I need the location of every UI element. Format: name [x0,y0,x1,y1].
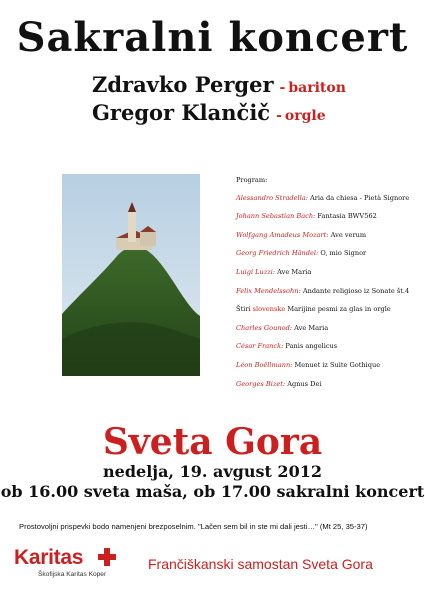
program-heading: Program: [236,176,268,184]
program-list [236,177,421,399]
composer: slovenske [252,305,286,314]
work: Menuet iz Suite Gothique [292,360,381,369]
venue-title: Sveta Gora [102,421,323,463]
program-item [236,250,421,269]
composer: Luigi Luzzi: [236,267,276,276]
event-time: ob 16.00 sveta maša, ob 17.00 sakralni koncert [0,482,425,501]
composer: Felix Mendelssohn: [236,286,301,295]
work: Aria da chiesa - Pietà Signore [307,193,410,202]
cross-icon [98,548,116,566]
logo-word: Karitas [14,546,84,569]
work: Fantasia BWV562 [315,212,377,221]
program-item [236,269,421,288]
performer-role: orgle [284,108,326,124]
work: Marijine pesmi za glas in orgle [285,305,391,314]
performer-name: Zdravko Perger [92,72,274,97]
work: Andante religioso iz Sonate št.4 [300,286,410,295]
composer: Wolfgang Amadeus Mozart: [236,230,329,239]
composer: César Franck: [236,342,284,351]
donation-note: Prostovoljni prispevki bodo namenjeni brezposelnim. "Lačen sem bil in ste mi dali jesti…" (Mt 25, 35-37) [19,522,368,531]
work: O, mio Signor [318,249,367,258]
program-item [236,213,421,232]
performer-organ [92,100,326,125]
work: Panis angelicus [283,342,338,351]
organizer-name: Frančiškanski samostan Sveta Gora [148,556,373,572]
composer: Johann Sebastian Bach: [236,212,316,221]
work: Agnus Dei [285,379,322,388]
program-item [236,195,421,214]
poster-title: Sakralni koncert [16,14,409,61]
dash-separator: - [276,108,282,124]
karitas-logo [14,546,124,586]
program-item [236,362,421,381]
work-prefix: Štiri [236,305,253,314]
composer: Léon Boëllmann: [236,360,293,369]
program-item [236,325,421,344]
logo-subtitle: Škofijska Karitas Koper [38,571,107,578]
program-item [236,306,421,325]
church-hill-photo [62,174,200,376]
performer-role: bariton [288,80,346,96]
program-item [236,343,421,362]
program-item [236,232,421,251]
dash-separator: - [279,80,286,96]
composer: Georges Bizet: [236,379,286,388]
work: Ave Maria [275,267,312,276]
performer-name: Gregor Klančič [92,100,271,125]
work: Ave Maria [292,323,329,332]
event-date: nedelja, 19. avgust 2012 [103,462,322,481]
composer: Georg Friedrich Händel: [236,249,319,258]
performer-baritone [92,72,346,97]
program-item [236,381,421,400]
composer: Alessandro Stradella: [236,193,308,202]
work: Ave verum [328,230,367,239]
program-item [236,288,421,307]
composer: Charles Gounod: [236,323,293,332]
